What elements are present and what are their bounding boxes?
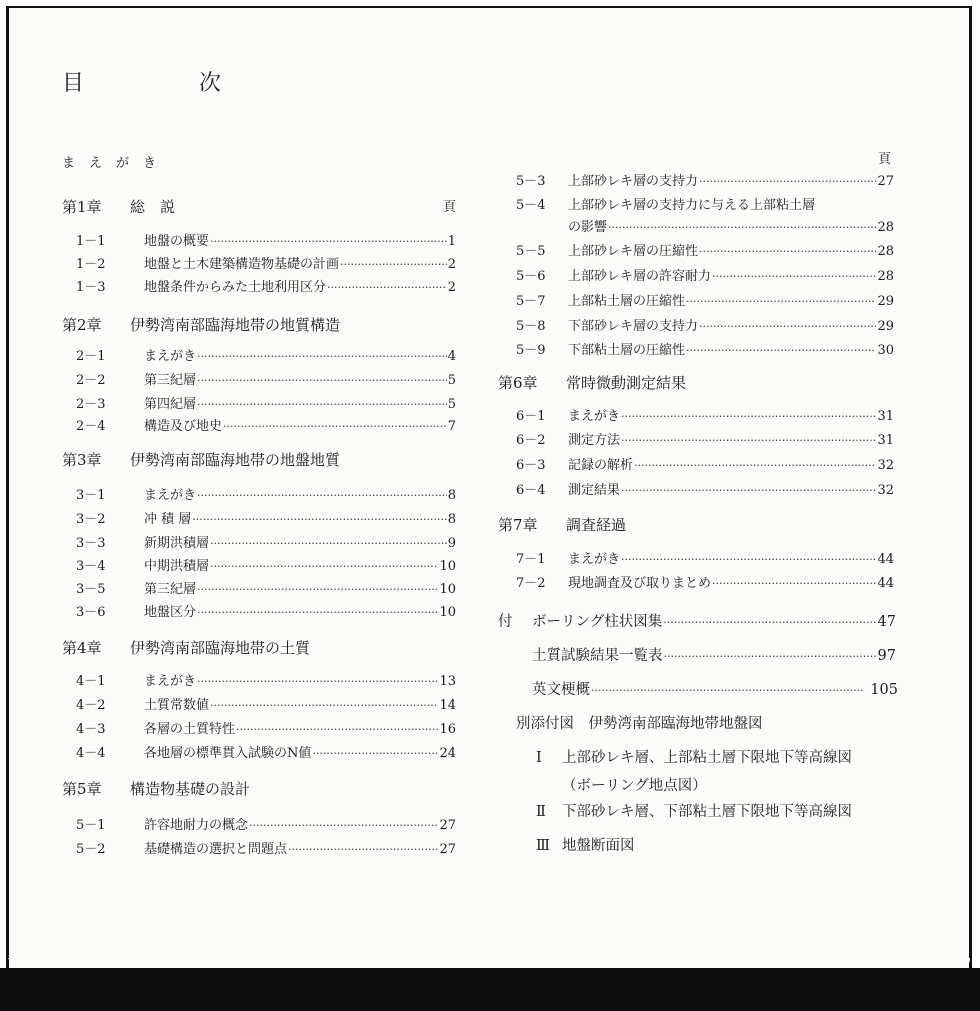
toc-entry[interactable]: 2－3 第四紀層 ····· 5 [76, 393, 456, 412]
toc-entry[interactable]: 5－3 上部砂レキ層の支持力 ····· 27 [516, 170, 894, 189]
chapter-heading: 第4章 伊勢湾南部臨海地帯の土質 [62, 639, 311, 657]
appendix-entry[interactable]: 英文梗概 ····· 105 [532, 678, 898, 699]
toc-entry[interactable]: 3－2 冲 積 層 ····· 8 [76, 508, 456, 527]
toc-entry[interactable]: 5－1 許容地耐力の概念 ····· 27 [76, 814, 456, 833]
toc-entry[interactable]: 1－2 地盤と土木建築構造物基礎の計画 ····· 2 [76, 253, 456, 272]
toc-entry-continuation[interactable]: の影響 ····· 28 [568, 216, 894, 235]
annex-item[interactable]: Ⅱ 下部砂レキ層、下部粘土層下限地下等高線図 [536, 804, 852, 820]
toc-entry[interactable]: 4－3 各層の土質特性 ····· 16 [76, 718, 456, 737]
toc-entry[interactable]: 1－3 地盤条件からみた土地利用区分 ····· 2 [76, 276, 456, 295]
toc-entry[interactable]: 7－2 現地調査及び取りまとめ ····· 44 [516, 572, 894, 591]
chapter-heading: 第1章 総 説 [62, 198, 176, 216]
toc-entry[interactable]: 2－1 まえがき ····· 4 [76, 345, 456, 364]
chapter-heading: 第6章 常時微動測定結果 [498, 374, 687, 392]
annex-item-note: （ボーリング地点図） [562, 778, 707, 794]
chapter-heading: 第3章 伊勢湾南部臨海地帯の地盤地質 [62, 451, 341, 469]
toc-entry[interactable]: 5－7 上部粘土層の圧縮性 ····· 29 [516, 290, 894, 309]
toc-entry[interactable]: 6－4 測定結果 ····· 32 [516, 479, 894, 498]
chapter-heading: 第7章 調査経過 [498, 516, 627, 534]
toc-entry[interactable]: 6－3 記録の解析 ····· 32 [516, 454, 894, 473]
page-title: 目 次 [62, 71, 275, 96]
toc-entry[interactable]: 7－1 まえがき ····· 44 [516, 548, 894, 567]
toc-entry[interactable]: 5－8 下部砂レキ層の支持力 ····· 29 [516, 315, 894, 334]
toc-entry[interactable]: 5－4 上部砂レキ層の支持力に与える上部粘土層 [516, 198, 816, 213]
toc-entry[interactable]: 3－4 中期洪積層 ····· 10 [76, 555, 456, 574]
toc-entry[interactable]: 4－2 土質常数値 ····· 14 [76, 694, 456, 713]
toc-entry[interactable]: 5－6 上部砂レキ層の許容耐力 ····· 28 [516, 265, 894, 284]
toc-entry[interactable]: 3－1 まえがき ····· 8 [76, 484, 456, 503]
toc-entry[interactable]: 2－2 第三紀層 ····· 5 [76, 369, 456, 388]
toc-entry[interactable]: 6－2 測定方法 ····· 31 [516, 429, 894, 448]
preface-heading: まえがき [62, 156, 171, 171]
chapter-heading: 第5章 構造物基礎の設計 [62, 780, 251, 798]
scan-border [0, 968, 980, 1011]
annex-item[interactable]: Ⅲ 地盤断面図 [536, 838, 635, 854]
toc-entry[interactable]: 2－4 構造及び地史 ····· 7 [76, 415, 456, 434]
toc-entry[interactable]: 5－2 基礎構造の選択と問題点 ····· 27 [76, 838, 456, 857]
chapter-heading: 第2章 伊勢湾南部臨海地帯の地質構造 [62, 316, 341, 334]
appendix-entry[interactable]: 付 ボーリング柱状図集 ····· 47 [498, 610, 896, 631]
toc-entry[interactable]: 3－6 地盤区分 ····· 10 [76, 601, 456, 620]
annex-item[interactable]: Ⅰ 上部砂レキ層、上部粘土層下限地下等高線図 [536, 750, 852, 766]
page-column-heading: 頁 [443, 200, 457, 215]
toc-entry[interactable]: 5－5 上部砂レキ層の圧縮性 ····· 28 [516, 240, 894, 259]
appendix-entry[interactable]: 土質試験結果一覧表 ····· 97 [532, 644, 896, 665]
page-column-heading: 頁 [878, 152, 892, 167]
toc-entry[interactable]: 5－9 下部粘土層の圧縮性 ····· 30 [516, 339, 894, 358]
toc-entry[interactable]: 3－5 第三紀層 ····· 10 [76, 578, 456, 597]
toc-entry[interactable]: 4－1 まえがき ····· 13 [76, 670, 456, 689]
toc-entry[interactable]: 4－4 各地層の標準貫入試験のN値 ····· 24 [76, 742, 456, 761]
toc-entry[interactable]: 1－1 地盤の概要 ····· 1 [76, 230, 456, 249]
toc-entry[interactable]: 3－3 新期洪積層 ····· 9 [76, 532, 456, 551]
annex-heading: 別添付図 伊勢湾南部臨海地帯地盤図 [516, 716, 763, 732]
toc-entry[interactable]: 6－1 まえがき ····· 31 [516, 405, 894, 424]
